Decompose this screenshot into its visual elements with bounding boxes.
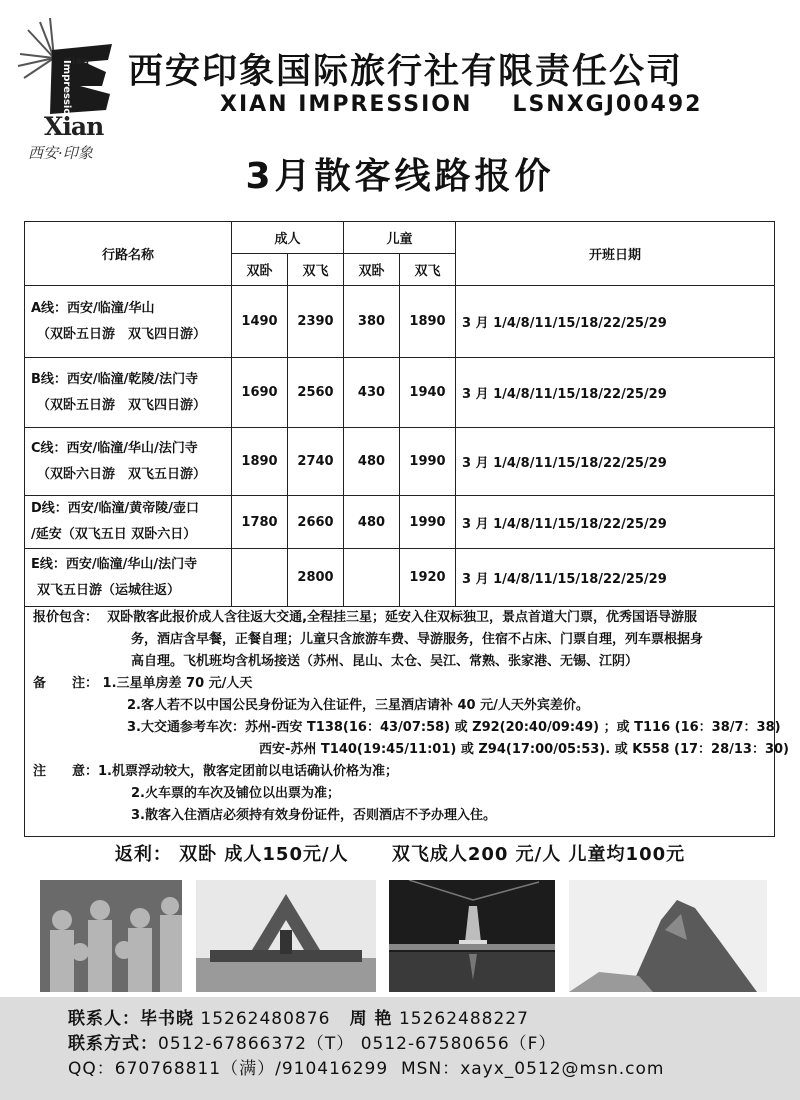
- header-adult: 成人: [232, 222, 344, 254]
- child-sleeper-price: 380: [344, 286, 400, 358]
- adult-sleeper-price: 1690: [232, 358, 288, 428]
- child-fly-price: 1890: [400, 286, 456, 358]
- remark-4: 西安-苏州 T140(19:45/11:01) 或 Z94(17:00/05:53). 或 K558 (17：28/13：30): [259, 742, 789, 757]
- route-cell: [25, 358, 232, 428]
- logo-xian: Xian: [44, 112, 104, 141]
- adult-sleeper-price: [232, 549, 288, 607]
- monument-photo: [196, 880, 376, 992]
- table-row: [25, 549, 775, 607]
- adult-sleeper-price: 1780: [232, 496, 288, 549]
- attention-3: 3.散客入住酒店必须持有效身份证件，否则酒店不予办理入住。: [131, 808, 496, 823]
- adult-fly-price: 2660: [288, 496, 344, 549]
- dates-cell: 3 月 1/4/8/11/15/18/22/25/29: [456, 286, 775, 358]
- company-logo: [14, 10, 126, 170]
- logo-chinese: 西安·印象: [28, 144, 93, 162]
- person-2: 周 艳: [349, 1009, 393, 1029]
- child-fly-price: 1920: [400, 549, 456, 607]
- table-row: [25, 496, 775, 549]
- route-line2: （双卧五日游 双飞四日游）: [37, 326, 207, 342]
- header-child: 儿童: [344, 222, 456, 254]
- route-line1: C线：西安/临潼/华山/法门寺: [31, 440, 198, 456]
- rebate-sleeper: 双卧 成人150元/人: [179, 844, 349, 865]
- adult-sleeper-price: 1490: [232, 286, 288, 358]
- dates-cell: 3 月 1/4/8/11/15/18/22/25/29: [456, 428, 775, 496]
- header-child-fly: 双飞: [400, 254, 456, 286]
- method-label: 联系方式：: [68, 1034, 158, 1054]
- remark-2: 2.客人若不以中国公民身份证为入住证件，三星酒店请补 40 元/人天外宾差价。: [127, 698, 589, 713]
- qq-number: 670768811（满）/910416299: [114, 1059, 389, 1079]
- table-header-row: [25, 222, 775, 254]
- rebate-child: 儿童均100元: [568, 844, 686, 865]
- msn-address: xayx_0512@msn.com: [460, 1059, 665, 1079]
- child-sleeper-price: [344, 549, 400, 607]
- attention-1: 1.机票浮动较大，散客定团前以电话确认价格为准；: [98, 764, 398, 779]
- include-text-1: 双卧散客此报价成人含往返大交通,全程挂三星；延安入住双标独卫，景点首道大门票，优秀国语导游服: [107, 610, 698, 625]
- child-fly-price: 1940: [400, 358, 456, 428]
- route-cell: [25, 549, 232, 607]
- page-title: 3月散客线路报价: [245, 156, 555, 197]
- rebate-label: 返利：: [114, 844, 172, 865]
- route-cell: [25, 496, 232, 549]
- remark-label: 备 注：: [33, 676, 99, 691]
- include-label: 报价包含：: [33, 610, 99, 625]
- table-row: [25, 286, 775, 358]
- logo-xian-small: Xian: [64, 56, 90, 67]
- include-text-2: 务，酒店含早餐，正餐自理；儿童只含旅游车费、导游服务，住宿不占床、门票自理，列车票根据身: [131, 632, 704, 647]
- route-line2: /延安（双飞五日 双卧六日）: [31, 527, 197, 542]
- price-table: [24, 221, 775, 607]
- license-code: LSNXGJ00492: [512, 92, 703, 117]
- include-text-3: 高自理。飞机班均含机场接送（苏州、昆山、太仓、吴江、常熟、张家港、无锡、江阴）: [131, 654, 639, 669]
- route-line2: 双飞五日游（运城往返）: [37, 582, 181, 598]
- adult-sleeper-price: 1890: [232, 428, 288, 496]
- table-row: [25, 428, 775, 496]
- person-1: 毕书晓: [140, 1009, 194, 1029]
- company-name: 西安印象国际旅行社有限责任公司: [128, 52, 684, 92]
- contact-section: [0, 997, 800, 1100]
- child-sleeper-price: 480: [344, 496, 400, 549]
- route-line2: （双卧六日游 双飞五日游）: [37, 466, 207, 482]
- route-line2: （双卧五日游 双飞四日游）: [37, 397, 207, 413]
- child-fly-price: 1990: [400, 428, 456, 496]
- adult-fly-price: 2740: [288, 428, 344, 496]
- logo-impression: Impression: [61, 60, 72, 123]
- header-route: 行路名称: [25, 222, 232, 286]
- remark-3: 3.大交通参考车次：苏州-西安 T138(16：43/07:58) 或 Z92(20:40/09:49) ；或 T116 (16：38/7：38): [127, 720, 781, 735]
- adult-fly-price: 2390: [288, 286, 344, 358]
- route-line1: A线：西安/临潼/华山: [31, 300, 155, 316]
- route-line1: E线：西安/临潼/华山/法门寺: [31, 556, 198, 572]
- dates-cell: 3 月 1/4/8/11/15/18/22/25/29: [456, 358, 775, 428]
- rebate-line: [0, 840, 800, 866]
- dates-cell: 3 月 1/4/8/11/15/18/22/25/29: [456, 496, 775, 549]
- header-dates: 开班日期: [456, 222, 775, 286]
- contact-methods: [68, 1032, 800, 1057]
- attention-label: 注 意：: [33, 764, 99, 779]
- person-label: 联系人：: [68, 1009, 140, 1029]
- notes-section: [24, 601, 789, 837]
- tel-number: 0512-67866372（T）: [158, 1034, 355, 1054]
- rebate-fly: 双飞成人200 元/人: [391, 844, 562, 865]
- fax-number: 0512-67580656（F）: [360, 1034, 557, 1054]
- attention-2: 2.火车票的车次及铺位以出票为准；: [131, 786, 340, 801]
- route-line1: D线：西安/临潼/黄帝陵/壶口: [31, 501, 200, 516]
- header-adult-sleeper: 双卧: [232, 254, 288, 286]
- table-row: [25, 358, 775, 428]
- phone-2: 15262488227: [398, 1009, 529, 1029]
- contact-online: [68, 1057, 800, 1082]
- company-en-text: XIAN IMPRESSION: [220, 92, 473, 117]
- adult-fly-price: 2560: [288, 358, 344, 428]
- pagoda-night-photo: [389, 880, 555, 992]
- qq-label: QQ：: [68, 1059, 115, 1079]
- dates-cell: 3 月 1/4/8/11/15/18/22/25/29: [456, 549, 775, 607]
- company-name-en: [220, 92, 702, 117]
- remark-1: 1.三星单房差 70 元/人天: [102, 676, 253, 691]
- child-fly-price: 1990: [400, 496, 456, 549]
- phone-1: 15262480876: [200, 1009, 331, 1029]
- msn-label: MSN：: [401, 1059, 461, 1079]
- header-adult-fly: 双飞: [288, 254, 344, 286]
- contact-persons: [68, 1007, 800, 1032]
- route-line1: B线：西安/临潼/乾陵/法门寺: [31, 371, 199, 387]
- header-child-sleeper: 双卧: [344, 254, 400, 286]
- mountain-photo: [569, 880, 767, 992]
- terracotta-warriors-photo: [40, 880, 182, 992]
- adult-fly-price: 2800: [288, 549, 344, 607]
- route-cell: [25, 428, 232, 496]
- route-cell: [25, 286, 232, 358]
- child-sleeper-price: 430: [344, 358, 400, 428]
- photo-strip: [0, 880, 800, 992]
- child-sleeper-price: 480: [344, 428, 400, 496]
